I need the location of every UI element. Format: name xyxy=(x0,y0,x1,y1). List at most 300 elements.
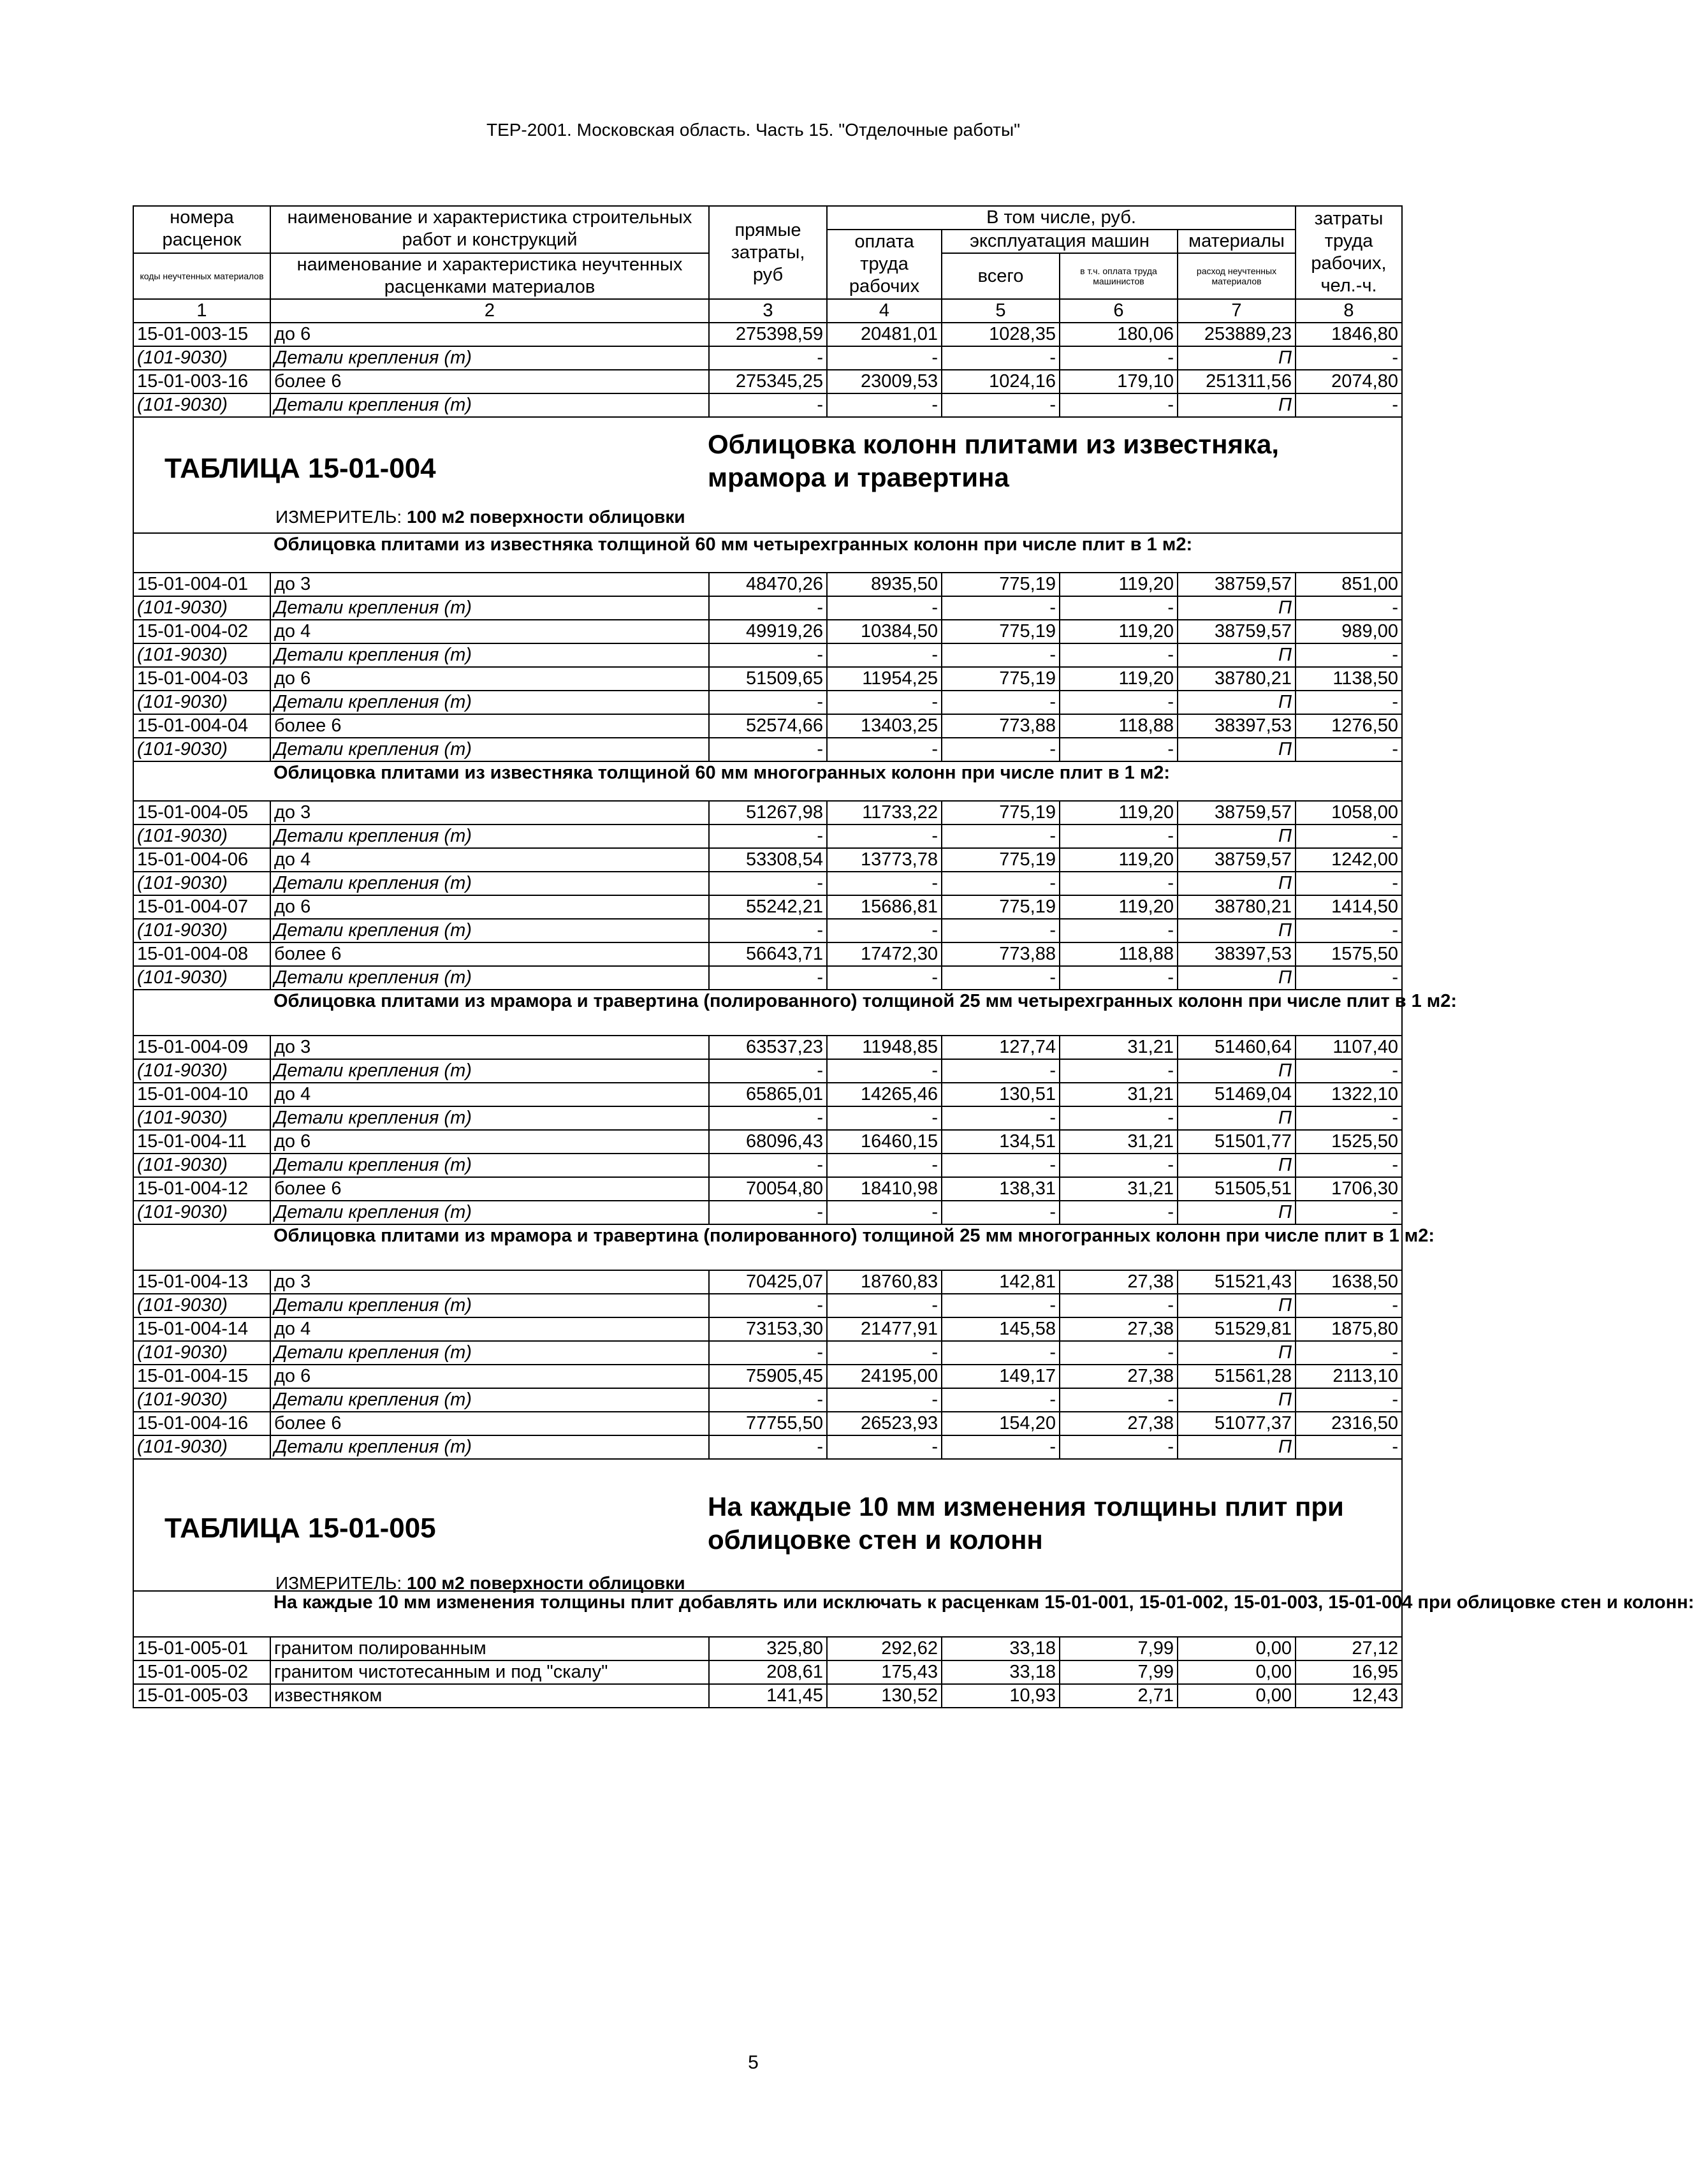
section-heading-row xyxy=(133,990,1402,1036)
value-mach: 145,58 xyxy=(942,1317,1060,1341)
value-direct: 141,45 xyxy=(709,1684,827,1708)
value-materials: 38759,57 xyxy=(1178,573,1296,596)
value-dash: - xyxy=(1060,1294,1178,1317)
value-dash: - xyxy=(1296,966,1402,990)
price-row xyxy=(133,801,1402,824)
value-direct: 275345,25 xyxy=(709,370,827,393)
value-direct: 325,80 xyxy=(709,1637,827,1660)
material-row xyxy=(133,1154,1402,1177)
value-materials: 51505,51 xyxy=(1178,1177,1296,1201)
price-row xyxy=(133,620,1402,643)
measure-value: 100 м2 поверхности облицовки xyxy=(406,1573,685,1593)
rate-name: до 6 xyxy=(270,895,709,919)
rate-code: 15-01-004-13 xyxy=(133,1270,270,1294)
value-dash: - xyxy=(709,872,827,895)
col-codes-header xyxy=(133,206,270,253)
value-dash: - xyxy=(1060,346,1178,370)
value-dash: - xyxy=(709,966,827,990)
value-dash: - xyxy=(709,1201,827,1224)
material-code: (101-9030) xyxy=(133,1388,270,1412)
value-direct: 73153,30 xyxy=(709,1317,827,1341)
material-name: Детали крепления (т) xyxy=(270,966,709,990)
value-dash: - xyxy=(827,919,942,942)
price-row xyxy=(133,848,1402,872)
value-mach: 10,93 xyxy=(942,1684,1060,1708)
value-mach: 134,51 xyxy=(942,1130,1060,1154)
section-heading: Облицовка плитами из мрамора и травертина (полированного) толщиной 25 мм многогранных колонн при числе плит в 1 м2: xyxy=(270,1224,1402,1270)
value-dash: - xyxy=(942,691,1060,714)
value-hours: 2113,10 xyxy=(1296,1365,1402,1388)
value-dash: - xyxy=(942,966,1060,990)
value-mach: 33,18 xyxy=(942,1660,1060,1684)
column-number-8: 8 xyxy=(1296,299,1402,323)
value-mach-labor: 119,20 xyxy=(1060,620,1178,643)
col-mach-total-header: всего xyxy=(942,253,1060,299)
col-hours-header xyxy=(1296,206,1402,299)
value-mach-labor: 180,06 xyxy=(1060,323,1178,346)
unit-p: П xyxy=(1178,1106,1296,1130)
value-hours: 2316,50 xyxy=(1296,1412,1402,1435)
value-dash: - xyxy=(827,1059,942,1083)
value-materials: 251311,56 xyxy=(1178,370,1296,393)
section-spacer xyxy=(133,533,270,573)
col-mat-name-header xyxy=(270,253,709,299)
value-dash: - xyxy=(709,919,827,942)
material-row xyxy=(133,872,1402,895)
value-labor: 20481,01 xyxy=(827,323,942,346)
material-code: (101-9030) xyxy=(133,738,270,761)
value-materials: 253889,23 xyxy=(1178,323,1296,346)
price-row xyxy=(133,1083,1402,1106)
unit-p: П xyxy=(1178,1059,1296,1083)
value-dash: - xyxy=(709,824,827,848)
value-labor: 18410,98 xyxy=(827,1177,942,1201)
value-mach-labor: 7,99 xyxy=(1060,1637,1178,1660)
value-dash: - xyxy=(1296,1154,1402,1177)
rate-code: 15-01-004-16 xyxy=(133,1412,270,1435)
value-mach-labor: 179,10 xyxy=(1060,370,1178,393)
rate-name: до 4 xyxy=(270,1317,709,1341)
col8-label-d: чел.-ч. xyxy=(1320,275,1377,296)
material-code: (101-9030) xyxy=(133,596,270,620)
value-materials: 51529,81 xyxy=(1178,1317,1296,1341)
section-heading-row xyxy=(133,533,1402,573)
value-mach-labor: 118,88 xyxy=(1060,942,1178,966)
value-materials: 38780,21 xyxy=(1178,667,1296,691)
value-materials: 51077,37 xyxy=(1178,1412,1296,1435)
column-number-6: 6 xyxy=(1060,299,1178,323)
value-direct: 70054,80 xyxy=(709,1177,827,1201)
material-name: Детали крепления (т) xyxy=(270,691,709,714)
unit-p: П xyxy=(1178,1201,1296,1224)
price-row xyxy=(133,323,1402,346)
value-labor: 11733,22 xyxy=(827,801,942,824)
rate-code: 15-01-004-10 xyxy=(133,1083,270,1106)
value-labor: 23009,53 xyxy=(827,370,942,393)
material-row xyxy=(133,738,1402,761)
material-row xyxy=(133,1201,1402,1224)
material-code: (101-9030) xyxy=(133,1106,270,1130)
value-dash: - xyxy=(942,1388,1060,1412)
value-dash: - xyxy=(709,346,827,370)
value-hours: 1638,50 xyxy=(1296,1270,1402,1294)
value-dash: - xyxy=(1296,1059,1402,1083)
material-row xyxy=(133,1059,1402,1083)
value-dash: - xyxy=(1060,1201,1178,1224)
value-labor: 8935,50 xyxy=(827,573,942,596)
value-dash: - xyxy=(1060,596,1178,620)
rate-name: до 6 xyxy=(270,667,709,691)
value-mach-labor: 27,38 xyxy=(1060,1412,1178,1435)
value-dash: - xyxy=(942,738,1060,761)
material-name: Детали крепления (т) xyxy=(270,1059,709,1083)
col3-label-b: затраты, xyxy=(731,242,805,263)
value-hours: 1107,40 xyxy=(1296,1036,1402,1059)
table-title: ТАБЛИЦА 15-01-004 xyxy=(164,453,436,484)
rate-name: до 3 xyxy=(270,573,709,596)
material-code: (101-9030) xyxy=(133,1294,270,1317)
unit-p: П xyxy=(1178,872,1296,895)
rate-name: гранитом чистотесанным и под "скалу" xyxy=(270,1660,709,1684)
value-mach-labor: 31,21 xyxy=(1060,1036,1178,1059)
unit-p: П xyxy=(1178,596,1296,620)
value-mach: 1028,35 xyxy=(942,323,1060,346)
value-materials: 51561,28 xyxy=(1178,1365,1296,1388)
value-materials: 51521,43 xyxy=(1178,1270,1296,1294)
material-code: (101-9030) xyxy=(133,1341,270,1365)
value-dash: - xyxy=(827,872,942,895)
price-row xyxy=(133,573,1402,596)
value-materials: 0,00 xyxy=(1178,1660,1296,1684)
rate-code: 15-01-004-02 xyxy=(133,620,270,643)
rate-code: 15-01-004-07 xyxy=(133,895,270,919)
material-name: Детали крепления (т) xyxy=(270,1294,709,1317)
value-dash: - xyxy=(942,1201,1060,1224)
rate-name: до 3 xyxy=(270,1036,709,1059)
value-labor: 11954,25 xyxy=(827,667,942,691)
rate-code: 15-01-004-05 xyxy=(133,801,270,824)
rate-name: более 6 xyxy=(270,714,709,738)
value-dash: - xyxy=(1060,1106,1178,1130)
value-labor: 130,52 xyxy=(827,1684,942,1708)
value-dash: - xyxy=(1296,1388,1402,1412)
value-mach: 775,19 xyxy=(942,848,1060,872)
value-direct: 77755,50 xyxy=(709,1412,827,1435)
value-mach: 33,18 xyxy=(942,1637,1060,1660)
value-mach-labor: 27,38 xyxy=(1060,1365,1178,1388)
value-dash: - xyxy=(1060,1154,1178,1177)
rate-name: более 6 xyxy=(270,1412,709,1435)
value-dash: - xyxy=(1060,643,1178,667)
value-dash: - xyxy=(827,393,942,417)
value-dash: - xyxy=(1296,346,1402,370)
value-dash: - xyxy=(709,1388,827,1412)
value-labor: 24195,00 xyxy=(827,1365,942,1388)
value-dash: - xyxy=(942,346,1060,370)
value-mach: 775,19 xyxy=(942,620,1060,643)
col3-label-c: руб xyxy=(752,264,784,285)
value-mach: 773,88 xyxy=(942,942,1060,966)
value-labor: 14265,46 xyxy=(827,1083,942,1106)
price-row xyxy=(133,1684,1402,1708)
material-row xyxy=(133,643,1402,667)
measure-label: ИЗМЕРИТЕЛЬ: xyxy=(275,1573,402,1593)
value-dash: - xyxy=(827,596,942,620)
rate-code: 15-01-004-08 xyxy=(133,942,270,966)
value-dash: - xyxy=(1296,691,1402,714)
material-name: Детали крепления (т) xyxy=(270,1435,709,1459)
table-title-cell xyxy=(133,417,1402,533)
column-number-2: 2 xyxy=(270,299,709,323)
value-dash: - xyxy=(942,1059,1060,1083)
col4-label-a: оплата xyxy=(854,231,914,252)
unit-p: П xyxy=(1178,1154,1296,1177)
material-name: Детали крепления (т) xyxy=(270,393,709,417)
section-heading-row xyxy=(133,761,1402,801)
value-labor: 26523,93 xyxy=(827,1412,942,1435)
value-mach: 142,81 xyxy=(942,1270,1060,1294)
column-number-1: 1 xyxy=(133,299,270,323)
material-row xyxy=(133,966,1402,990)
rate-code: 15-01-003-16 xyxy=(133,370,270,393)
material-name: Детали крепления (т) xyxy=(270,824,709,848)
value-dash: - xyxy=(942,1341,1060,1365)
value-dash: - xyxy=(1296,1435,1402,1459)
machines-header: эксплуатация машин xyxy=(942,230,1178,253)
rate-name: более 6 xyxy=(270,942,709,966)
price-row xyxy=(133,714,1402,738)
value-dash: - xyxy=(1060,1341,1178,1365)
value-dash: - xyxy=(1296,596,1402,620)
value-dash: - xyxy=(942,1154,1060,1177)
value-mach-labor: 31,21 xyxy=(1060,1130,1178,1154)
price-row xyxy=(133,1317,1402,1341)
rate-name: до 4 xyxy=(270,848,709,872)
value-dash: - xyxy=(1060,393,1178,417)
col8-label-c: рабочих, xyxy=(1311,253,1387,274)
rate-code: 15-01-004-09 xyxy=(133,1036,270,1059)
col1-label-a: номера xyxy=(170,207,234,228)
unit-p: П xyxy=(1178,966,1296,990)
material-name: Детали крепления (т) xyxy=(270,346,709,370)
material-code: (101-9030) xyxy=(133,1059,270,1083)
table-title-block xyxy=(133,417,1402,533)
value-dash: - xyxy=(942,1294,1060,1317)
value-dash: - xyxy=(709,1059,827,1083)
value-dash: - xyxy=(1296,738,1402,761)
value-dash: - xyxy=(1296,872,1402,895)
col-direct-header xyxy=(709,206,827,299)
price-row xyxy=(133,942,1402,966)
value-dash: - xyxy=(1060,1059,1178,1083)
unit-p: П xyxy=(1178,919,1296,942)
column-number-7: 7 xyxy=(1178,299,1296,323)
price-row xyxy=(133,1270,1402,1294)
section-spacer xyxy=(133,1224,270,1270)
value-materials: 38397,53 xyxy=(1178,714,1296,738)
rate-name: до 6 xyxy=(270,323,709,346)
price-row xyxy=(133,1130,1402,1154)
section-spacer xyxy=(133,761,270,801)
rate-name: до 3 xyxy=(270,801,709,824)
value-dash: - xyxy=(942,872,1060,895)
material-row xyxy=(133,596,1402,620)
value-mach-labor: 7,99 xyxy=(1060,1660,1178,1684)
value-materials: 51460,64 xyxy=(1178,1036,1296,1059)
column-number-5: 5 xyxy=(942,299,1060,323)
value-materials: 38780,21 xyxy=(1178,895,1296,919)
price-row xyxy=(133,667,1402,691)
rate-name: более 6 xyxy=(270,1177,709,1201)
material-code: (101-9030) xyxy=(133,1435,270,1459)
value-direct: 275398,59 xyxy=(709,323,827,346)
value-hours: 1414,50 xyxy=(1296,895,1402,919)
value-dash: - xyxy=(709,738,827,761)
value-hours: 989,00 xyxy=(1296,620,1402,643)
price-table xyxy=(133,205,1694,1708)
rate-name: до 4 xyxy=(270,1083,709,1106)
col2b-label-a: наименование и характеристика неучтенных xyxy=(296,254,683,275)
section-heading-row xyxy=(133,1224,1402,1270)
value-mach-labor: 119,20 xyxy=(1060,573,1178,596)
value-dash: - xyxy=(1296,1106,1402,1130)
value-dash: - xyxy=(1060,872,1178,895)
material-row xyxy=(133,919,1402,942)
value-direct: 56643,71 xyxy=(709,942,827,966)
col2b-label-b: расценками материалов xyxy=(384,277,595,297)
unit-p: П xyxy=(1178,691,1296,714)
value-mach-labor: 119,20 xyxy=(1060,801,1178,824)
unit-p: П xyxy=(1178,824,1296,848)
measure-value: 100 м2 поверхности облицовки xyxy=(406,507,685,527)
value-direct: 75905,45 xyxy=(709,1365,827,1388)
col8-label-a: затраты xyxy=(1314,209,1384,229)
material-row xyxy=(133,1388,1402,1412)
material-name: Детали крепления (т) xyxy=(270,872,709,895)
col4-label-b: труда xyxy=(860,254,909,274)
value-direct: 49919,26 xyxy=(709,620,827,643)
value-mach: 775,19 xyxy=(942,573,1060,596)
price-row xyxy=(133,1412,1402,1435)
value-dash: - xyxy=(1060,919,1178,942)
value-labor: 10384,50 xyxy=(827,620,942,643)
value-dash: - xyxy=(709,1435,827,1459)
value-dash: - xyxy=(827,643,942,667)
material-row xyxy=(133,1435,1402,1459)
value-dash: - xyxy=(942,596,1060,620)
col-mat-usage-header: расход неучтенных материалов xyxy=(1178,253,1296,299)
value-hours: 16,95 xyxy=(1296,1660,1402,1684)
value-direct: 48470,26 xyxy=(709,573,827,596)
value-dash: - xyxy=(942,1106,1060,1130)
col-mat-codes-header: коды неучтенных материалов xyxy=(133,253,270,299)
table-measure xyxy=(275,506,685,528)
table-description: Облицовка колонн плитами из известняка, мрамора и травертина xyxy=(708,429,1280,492)
price-row xyxy=(133,1036,1402,1059)
material-code: (101-9030) xyxy=(133,872,270,895)
value-direct: 65865,01 xyxy=(709,1083,827,1106)
unit-p: П xyxy=(1178,1294,1296,1317)
value-dash: - xyxy=(1060,738,1178,761)
value-dash: - xyxy=(827,1341,942,1365)
page-number: 5 xyxy=(748,2052,759,2073)
value-dash: - xyxy=(827,1388,942,1412)
value-mach: 138,31 xyxy=(942,1177,1060,1201)
value-dash: - xyxy=(709,1341,827,1365)
value-direct: 53308,54 xyxy=(709,848,827,872)
material-row xyxy=(133,1294,1402,1317)
value-dash: - xyxy=(1060,691,1178,714)
value-materials: 0,00 xyxy=(1178,1637,1296,1660)
value-mach: 130,51 xyxy=(942,1083,1060,1106)
section-heading-row xyxy=(133,1591,1402,1637)
value-hours: 1575,50 xyxy=(1296,942,1402,966)
value-mach-labor: 31,21 xyxy=(1060,1083,1178,1106)
value-direct: 63537,23 xyxy=(709,1036,827,1059)
section-heading: На каждые 10 мм изменения толщины плит добавлять или исключать к расценкам 15-01-001, 15-01-002, 15-01-003, 15-01-004 при облицовке стен и колонн: xyxy=(270,1591,1402,1637)
value-dash: - xyxy=(709,1294,827,1317)
material-name: Детали крепления (т) xyxy=(270,1388,709,1412)
value-mach-labor: 119,20 xyxy=(1060,848,1178,872)
value-hours: 1846,80 xyxy=(1296,323,1402,346)
unit-p: П xyxy=(1178,1388,1296,1412)
value-hours: 1242,00 xyxy=(1296,848,1402,872)
material-code: (101-9030) xyxy=(133,919,270,942)
col3-label-a: прямые xyxy=(734,219,801,240)
col2-label-a: наименование и характеристика строительных xyxy=(287,207,692,228)
material-row xyxy=(133,1341,1402,1365)
rate-name: до 6 xyxy=(270,1130,709,1154)
material-row xyxy=(133,346,1402,370)
value-mach: 775,19 xyxy=(942,667,1060,691)
value-hours: 1875,80 xyxy=(1296,1317,1402,1341)
rate-code: 15-01-005-03 xyxy=(133,1684,270,1708)
value-materials: 38759,57 xyxy=(1178,620,1296,643)
value-hours: 1276,50 xyxy=(1296,714,1402,738)
value-materials: 51469,04 xyxy=(1178,1083,1296,1106)
value-dash: - xyxy=(1060,1388,1178,1412)
rate-code: 15-01-004-01 xyxy=(133,573,270,596)
table-title-cell xyxy=(133,1459,1402,1591)
value-dash: - xyxy=(709,643,827,667)
material-code: (101-9030) xyxy=(133,966,270,990)
value-mach: 154,20 xyxy=(942,1412,1060,1435)
value-dash: - xyxy=(942,919,1060,942)
rate-name: до 6 xyxy=(270,1365,709,1388)
value-dash: - xyxy=(1060,1435,1178,1459)
table-title: ТАБЛИЦА 15-01-005 xyxy=(164,1513,436,1544)
section-heading: Облицовка плитами из известняка толщиной 60 мм четырехгранных колонн при числе плит в 1 м2: xyxy=(270,533,1402,573)
value-dash: - xyxy=(827,1294,942,1317)
value-labor: 292,62 xyxy=(827,1637,942,1660)
col4-label-c: рабочих xyxy=(849,276,920,297)
material-name: Детали крепления (т) xyxy=(270,643,709,667)
value-dash: - xyxy=(942,643,1060,667)
value-labor: 11948,85 xyxy=(827,1036,942,1059)
value-materials: 0,00 xyxy=(1178,1684,1296,1708)
section-spacer xyxy=(133,1591,270,1637)
rate-code: 15-01-004-12 xyxy=(133,1177,270,1201)
material-row xyxy=(133,824,1402,848)
value-hours: 851,00 xyxy=(1296,573,1402,596)
material-name: Детали крепления (т) xyxy=(270,1106,709,1130)
value-dash: - xyxy=(709,1154,827,1177)
value-mach: 775,19 xyxy=(942,801,1060,824)
value-mach-labor: 118,88 xyxy=(1060,714,1178,738)
value-dash: - xyxy=(709,393,827,417)
value-mach: 773,88 xyxy=(942,714,1060,738)
value-dash: - xyxy=(1296,1294,1402,1317)
